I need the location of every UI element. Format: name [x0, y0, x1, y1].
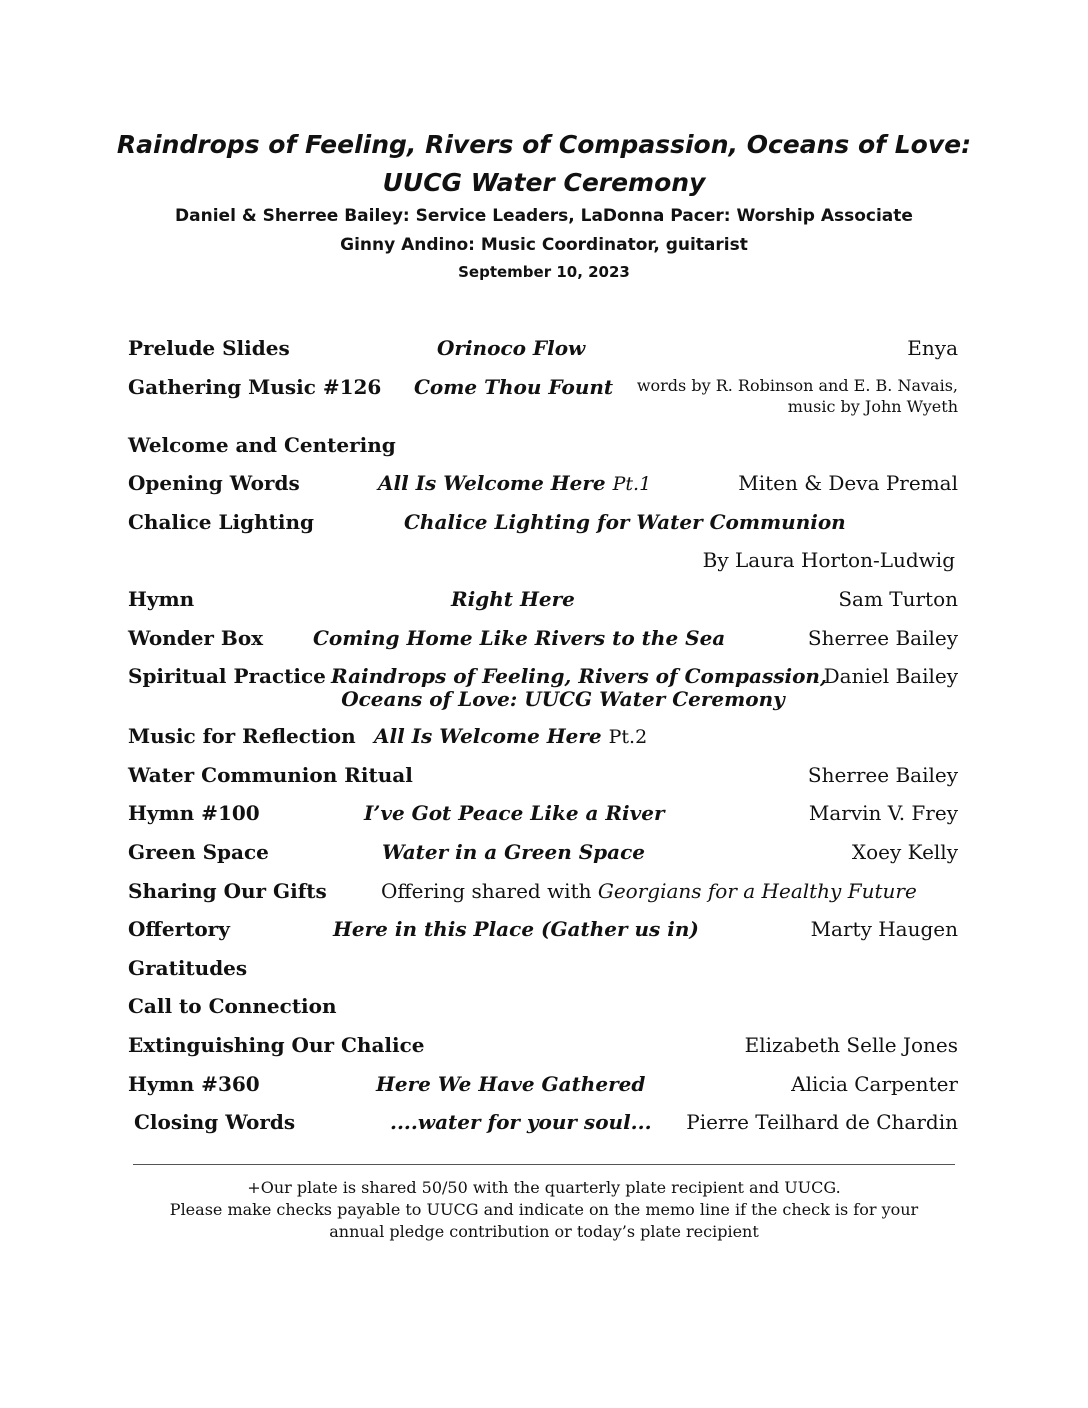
- program-item-closing-words: [128, 1104, 958, 1143]
- item-label: Music for Reflection: [128, 724, 356, 749]
- item-work-line-1: Raindrops of Feeling, Rivers of Compassion,: [331, 664, 827, 689]
- item-work: I’ve Got Peace Like a River: [364, 801, 665, 826]
- program-item-hymn: [128, 581, 958, 620]
- item-work: Come Thou Fount: [414, 374, 614, 399]
- item-label: Welcome and Centering: [128, 432, 396, 457]
- program-item-wonder-box: [128, 620, 958, 659]
- program-item-green-space: [128, 834, 958, 873]
- work-title: All Is Welcome Here: [374, 724, 602, 749]
- program-item-spiritual-practice: [128, 658, 958, 718]
- footnote-line-2: Please make checks payable to UUCG and indicate on the memo line if the check is for your: [169, 1200, 919, 1219]
- item-credit: Marty Haugen: [810, 917, 958, 942]
- item-work: Chalice Lighting for Water Communion: [404, 509, 846, 534]
- program-item-chalice-lighting: [128, 504, 958, 543]
- program-item-call-to-connection: [128, 988, 958, 1027]
- service-title-line-2: UUCG Water Ceremony: [382, 168, 706, 197]
- program-item-offertory: [128, 911, 958, 950]
- plate-footnote: [0, 1177, 1088, 1243]
- item-credit: Elizabeth Selle Jones: [744, 1032, 958, 1057]
- item-label: Hymn: [128, 586, 195, 611]
- program-item-welcome: [128, 427, 958, 466]
- item-work-line-2: Oceans of Love: UUCG Water Ceremony: [341, 687, 785, 712]
- item-label: Hymn #100: [128, 801, 260, 826]
- item-credit: Pierre Teilhard de Chardin: [686, 1110, 958, 1135]
- program-item-sharing-gifts: [128, 873, 958, 912]
- service-date: September 10, 2023: [458, 263, 630, 281]
- item-credit: Enya: [907, 336, 958, 360]
- item-credit: Miten & Deva Premal: [738, 471, 958, 496]
- item-credit: By Laura Horton-Ludwig: [702, 548, 955, 573]
- item-label: Spiritual Practice: [128, 664, 326, 689]
- item-label: Water Communion Ritual: [128, 762, 413, 787]
- item-credit: Sherree Bailey: [807, 762, 958, 787]
- item-work: ....water for your soul...: [390, 1110, 652, 1135]
- item-work: Here in this Place (Gather us in): [333, 917, 699, 942]
- item-credit: Sam Turton: [838, 586, 958, 611]
- work-part: Pt.1: [612, 473, 652, 496]
- program-list: [128, 330, 958, 1143]
- item-work: Water in a Green Space: [382, 839, 646, 864]
- program-item-extinguishing-chalice: [128, 1027, 958, 1066]
- footnote-line-1: +Our plate is shared 50/50 with the quarterly plate recipient and UUCG.: [247, 1178, 841, 1197]
- offering-text: Offering shared with: [381, 878, 598, 903]
- item-label: Closing Words: [134, 1110, 296, 1135]
- item-work: Coming Home Like Rivers to the Sea: [313, 625, 726, 650]
- program-item-chalice-credit: [128, 542, 958, 581]
- offering-note: [381, 877, 917, 905]
- item-credit: Marvin V. Frey: [808, 801, 958, 826]
- item-credit: Alicia Carpenter: [791, 1071, 958, 1096]
- program-item-hymn-360: [128, 1066, 958, 1105]
- item-label: Green Space: [128, 839, 269, 864]
- program-item-prelude: [128, 330, 958, 369]
- item-work: [374, 722, 647, 751]
- item-label: Wonder Box: [128, 625, 264, 650]
- service-title-line-1: Raindrops of Feeling, Rivers of Compassion, Oceans of Love:: [116, 130, 972, 159]
- music-coordinator: Ginny Andino: Music Coordinator, guitarist: [340, 235, 748, 255]
- item-label: Prelude Slides: [128, 336, 290, 360]
- item-work: [378, 469, 651, 498]
- item-label: Call to Connection: [128, 994, 337, 1019]
- item-work: Right Here: [451, 586, 575, 611]
- program-item-water-communion: [128, 757, 958, 796]
- item-label: Gratitudes: [128, 955, 248, 980]
- order-of-service-header: [0, 126, 1088, 284]
- item-credit: [637, 375, 958, 417]
- work-part: Pt.2: [608, 726, 648, 749]
- item-label: Extinguishing Our Chalice: [128, 1032, 425, 1057]
- item-work: Here We Have Gathered: [376, 1071, 646, 1096]
- program-item-music-reflection: [128, 718, 958, 757]
- work-title: All Is Welcome Here: [378, 471, 606, 496]
- item-credit: Sherree Bailey: [807, 625, 958, 650]
- item-label: Chalice Lighting: [128, 509, 315, 534]
- item-label: Offertory: [128, 917, 230, 942]
- credit-line-2: music by John Wyeth: [787, 396, 958, 416]
- item-label: Sharing Our Gifts: [128, 878, 327, 903]
- item-label: Gathering Music #126: [128, 374, 382, 399]
- program-item-hymn-100: [128, 795, 958, 834]
- program-item-opening-words: [128, 465, 958, 504]
- item-work: Orinoco Flow: [437, 336, 586, 360]
- item-label: Hymn #360: [128, 1071, 260, 1096]
- footnote-line-3: annual pledge contribution or today’s plate recipient: [329, 1222, 759, 1241]
- program-item-gathering-music: [128, 369, 958, 427]
- item-label: Opening Words: [128, 471, 300, 496]
- footnote-divider: [133, 1164, 955, 1165]
- credit-line-1: words by R. Robinson and E. B. Navais,: [636, 375, 958, 395]
- item-credit: Daniel Bailey: [823, 664, 958, 689]
- item-credit: Xoey Kelly: [851, 839, 958, 864]
- program-item-gratitudes: [128, 950, 958, 989]
- offering-organization: Georgians for a Healthy Future: [597, 878, 917, 903]
- service-leaders: Daniel & Sherree Bailey: Service Leaders, LaDonna Pacer: Worship Associate: [175, 206, 913, 226]
